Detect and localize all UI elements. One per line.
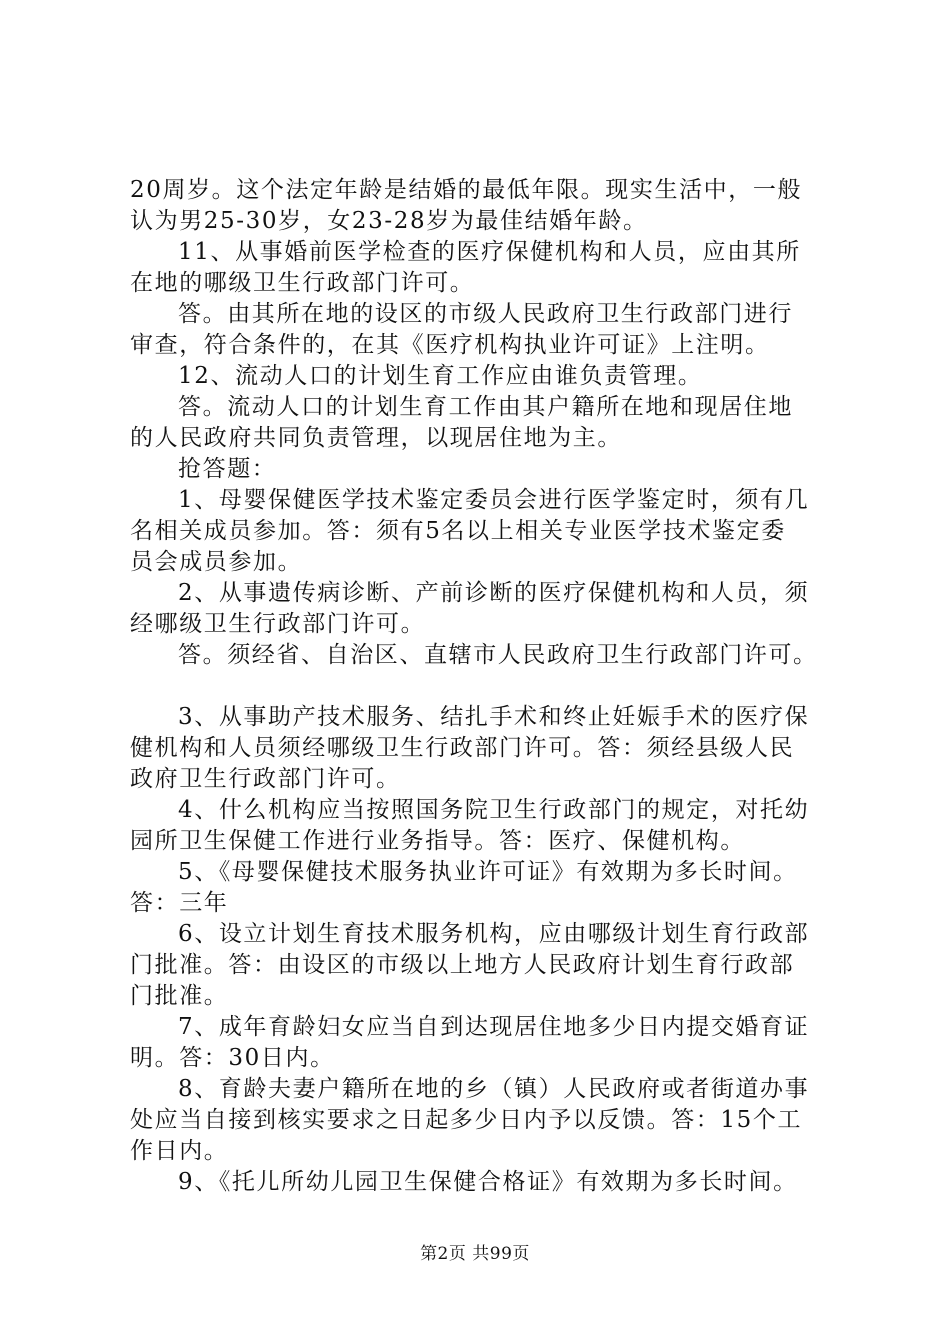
text-line: 11、从事婚前医学检查的医疗保健机构和人员，应由其所 — [178, 239, 801, 265]
text-line: 园所卫生保健工作进行业务指导。答：医疗、保健机构。 — [130, 828, 745, 854]
text-line: 的人民政府共同负责管理，以现居住地为主。 — [130, 425, 622, 451]
text-line: 处应当自接到核实要求之日起多少日内予以反馈。答：15个工 — [130, 1107, 803, 1133]
text-line: 3、从事助产技术服务、结扎手术和终止妊娠手术的医疗保 — [178, 704, 810, 730]
text-line: 2、从事遗传病诊断、产前诊断的医疗保健机构和人员，须 — [178, 580, 810, 606]
text-line: 20周岁。这个法定年龄是结婚的最低年限。现实生活中，一般 — [130, 177, 803, 203]
text-line: 经哪级卫生行政部门许可。 — [130, 611, 426, 637]
text-line: 5、《母婴保健技术服务执业许可证》有效期为多长时间。 — [178, 859, 798, 885]
text-line: 答：三年 — [130, 890, 229, 916]
text-line: 认为男25-30岁，女23-28岁为最佳结婚年龄。 — [130, 208, 648, 234]
text-line: 门批准。答：由设区的市级以上地方人民政府计划生育行政部 — [130, 952, 795, 978]
text-line: 9、《托儿所幼儿园卫生保健合格证》有效期为多长时间。 — [178, 1169, 798, 1195]
text-line: 作日内。 — [130, 1138, 229, 1164]
text-line: 明。答：30日内。 — [130, 1045, 335, 1071]
text-line: 健机构和人员须经哪级卫生行政部门许可。答：须经县级人民 — [130, 735, 795, 761]
text-line: 在地的哪级卫生行政部门许可。 — [130, 270, 475, 296]
text-line: 名相关成员参加。答：须有5名以上相关专业医学技术鉴定委 — [130, 518, 786, 544]
text-line: 7、成年育龄妇女应当自到达现居住地多少日内提交婚育证 — [178, 1014, 810, 1040]
text-line: 12、流动人口的计划生育工作应由谁负责管理。 — [178, 363, 703, 389]
text-line: 门批准。 — [130, 983, 229, 1009]
page-number-footer: 第2页 共99页 — [420, 1244, 530, 1264]
text-line: 1、母婴保健医学技术鉴定委员会进行医学鉴定时，须有几 — [178, 487, 810, 513]
text-line: 抢答题： — [178, 456, 277, 482]
text-line: 答。由其所在地的设区的市级人民政府卫生行政部门进行 — [178, 301, 793, 327]
text-line: 答。须经省、自治区、直辖市人民政府卫生行政部门许可。 — [178, 642, 818, 668]
text-line: 审查，符合条件的，在其《医疗机构执业许可证》上注明。 — [130, 332, 770, 358]
text-line: 4、什么机构应当按照国务院卫生行政部门的规定，对托幼 — [178, 797, 810, 823]
text-line: 员会成员参加。 — [130, 549, 303, 575]
text-line: 政府卫生行政部门许可。 — [130, 766, 401, 792]
text-line: 答。流动人口的计划生育工作由其户籍所在地和现居住地 — [178, 394, 793, 420]
text-line: 8、育龄夫妻户籍所在地的乡（镇）人民政府或者街道办事 — [178, 1076, 810, 1102]
text-line: 6、设立计划生育技术服务机构，应由哪级计划生育行政部 — [178, 921, 810, 947]
